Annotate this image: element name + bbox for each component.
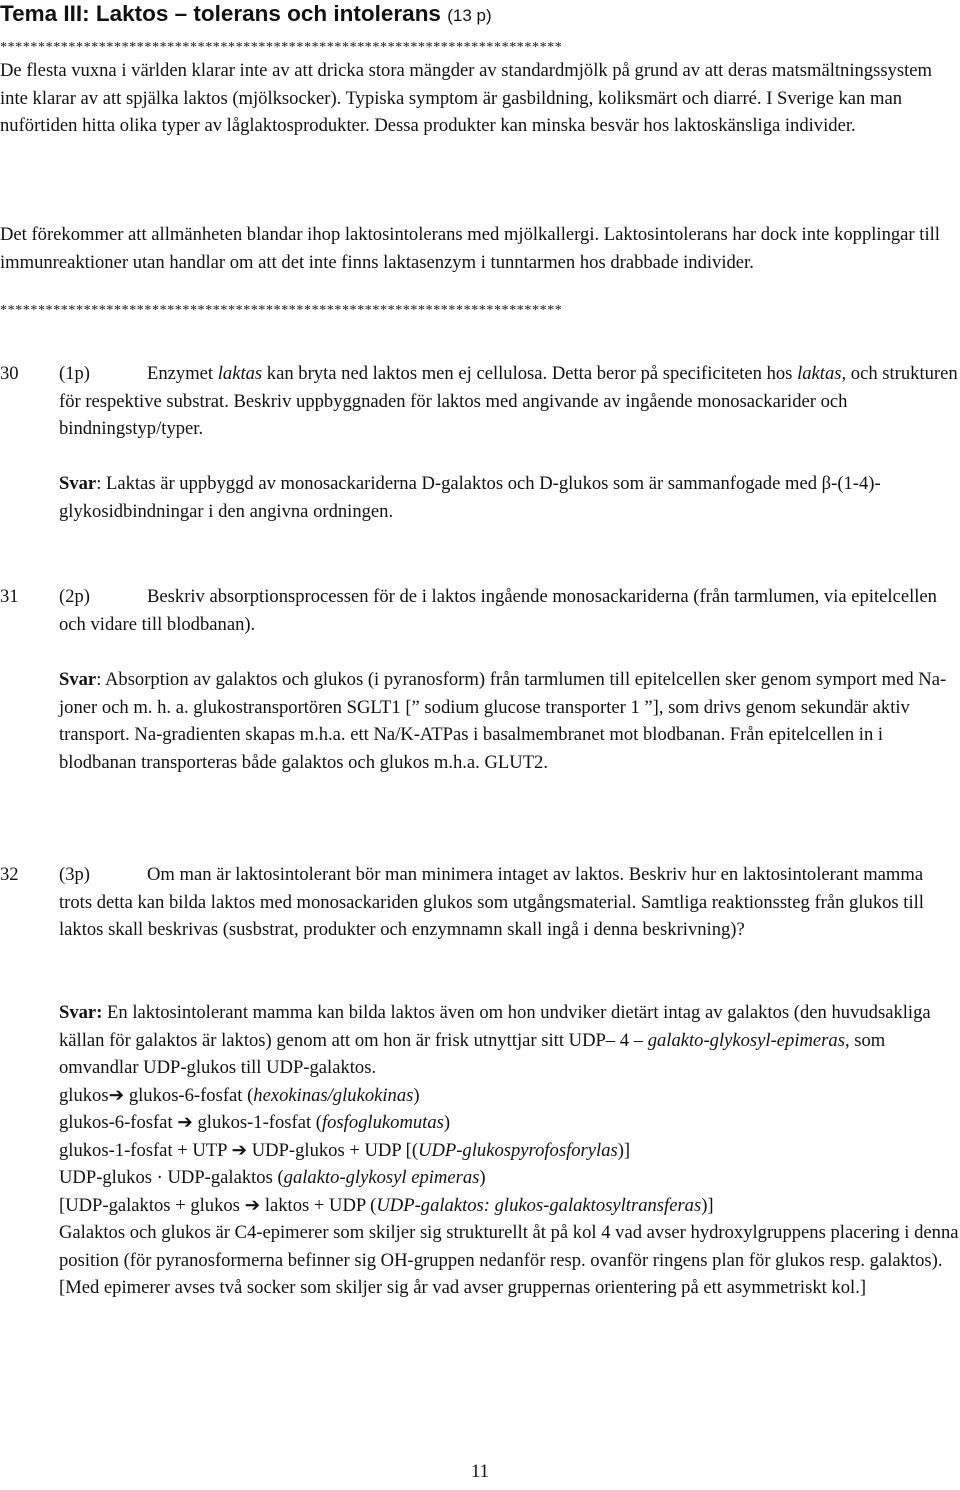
reaction-step-3: glukos-1-fosfat + UTP ➔ UDP-glukos + UDP [(UDP-glukospyrofosforylas)] xyxy=(59,1139,631,1161)
intro-paragraph-2: Det förekommer att allmänheten blandar ihop laktosintolerans med mjölkallergi. Laktosintolerans har dock inte kopplingar till immunreaktioner utan handlar om att det inte finns laktasenzym i tunntarmen hos drabbade individer. xyxy=(0,224,940,273)
page-number: 11 xyxy=(471,1461,489,1482)
question-32 xyxy=(0,861,960,944)
title-points: (13 p) xyxy=(447,6,492,25)
question-points: (1p) xyxy=(59,363,90,384)
question-number: 30 xyxy=(0,363,19,384)
reaction-step-1: glukos➔ glukos-6-fosfat (hexokinas/glukokinas) xyxy=(59,1084,420,1106)
answer-31: Svar: Absorption av galaktos och glukos (i pyranosform) från tarmlumen till epitelcellen sker genom symport med Na-joner och m. h. a. glukostransportören SGLT1 [” sodium glucose transporter 1 ”], som drivs genom sekundär aktiv transport. Na-gradienten skapas m.h.a. ett Na/K-ATPas i basalmembranet mot blodbanan. Från epitelcellen in i blodbanan transporteras både galaktos och glukos m.h.a. GLUT2. xyxy=(59,669,947,773)
question-number: 31 xyxy=(0,586,19,607)
answer-label: Svar xyxy=(59,669,97,690)
reaction-step-2: glukos-6-fosfat ➔ glukos-1-fosfat (fosfoglukomutas) xyxy=(59,1112,451,1133)
arrow-icon: ➔ xyxy=(231,1139,248,1161)
title-text: Tema III: Laktos – tolerans och intolerans xyxy=(0,1,441,26)
answer-label: Svar: xyxy=(59,1002,103,1023)
star-divider-top: ************************************************************************** xyxy=(0,40,563,55)
question-31 xyxy=(0,583,960,638)
beta-symbol: β xyxy=(821,473,832,494)
question-text: Enzymet laktas kan bryta ned laktos men ej cellulosa. Detta beror på specificiteten hos laktas, och strukturen för respektive substrat. Beskriv uppbyggnaden för laktos med angivande av ingående monosackarider och bindningstyp/typer. xyxy=(59,363,958,439)
question-number: 32 xyxy=(0,864,19,885)
arrow-icon: ➔ xyxy=(244,1194,261,1216)
question-points: (3p) xyxy=(59,864,90,885)
reaction-step-5: [UDP-galaktos + glukos ➔ laktos + UDP (UDP-galaktos: glukos-galaktosyltransferas)] xyxy=(59,1194,714,1216)
question-30 xyxy=(0,360,960,443)
reaction-step-4: UDP-glukos · UDP-galaktos (galakto-glykosyl epimeras) xyxy=(59,1167,486,1188)
question-points: (2p) xyxy=(59,586,90,607)
intro-paragraph-1: De flesta vuxna i världen klarar inte av att dricka stora mängder av standardmjölk på grund av att deras matsmältningssystem inte klarar av att spjälka laktos (mjölksocker). Typiska symptom är gasbildning, koliksmärt och diarré. I Sverige kan man nuförtiden hitta olika typer av låglaktosprodukter. Dessa produkter kan minska besvär hos laktoskänsliga individer. xyxy=(0,60,932,136)
answer-30: Svar: Laktas är uppbyggd av monosackariderna D-galaktos och D-glukos som är sammanfogade med β-(1-4)-glykosidbindningar i den angivna ordningen. xyxy=(59,473,881,522)
question-text: Om man är laktosintolerant bör man minimera intaget av laktos. Beskriv hur en laktosintolerant mamma trots detta kan bilda laktos med monosackariden glukos som utgångsmaterial. Samtliga reaktionssteg från glukos till laktos skall beskrivas (susbstrat, produkter och enzymnamn skall ingå i denna beskrivning)? xyxy=(59,864,924,940)
question-text: Beskriv absorptionsprocessen för de i laktos ingående monosackariderna (från tarmlumen, via epitelcellen och vidare till blodbanan). xyxy=(59,586,937,635)
answer-conclusion: Galaktos och glukos är C4-epimerer som skiljer sig strukturellt åt på kol 4 vad avser hydroxylgruppens placering i denna position (för pyranosformerna befinner sig OH-gruppen nedanför resp. ovanför ringens plan för glukos resp. galaktos). [Med epimerer avses två socker som skiljer sig år vad avser gruppernas orientering på ett asymmetriskt kol.] xyxy=(59,1222,959,1298)
answer-32 xyxy=(59,999,960,1302)
star-divider-bottom: ************************************************************************** xyxy=(0,303,563,318)
arrow-icon: ➔ xyxy=(108,1084,125,1106)
page-title xyxy=(0,0,492,30)
arrow-icon: ➔ xyxy=(177,1112,193,1133)
answer-label: Svar xyxy=(59,473,97,494)
answer-intro: Svar: En laktosintolerant mamma kan bilda laktos även om hon undviker dietärt intag av galaktos (den huvudsakliga källan för galaktos är laktos) genom att om hon är frisk utnyttjar sitt UDP– 4 – galakto-glykosyl-epimeras, som omvandlar UDP-glukos till UDP-galaktos. xyxy=(59,1002,931,1078)
